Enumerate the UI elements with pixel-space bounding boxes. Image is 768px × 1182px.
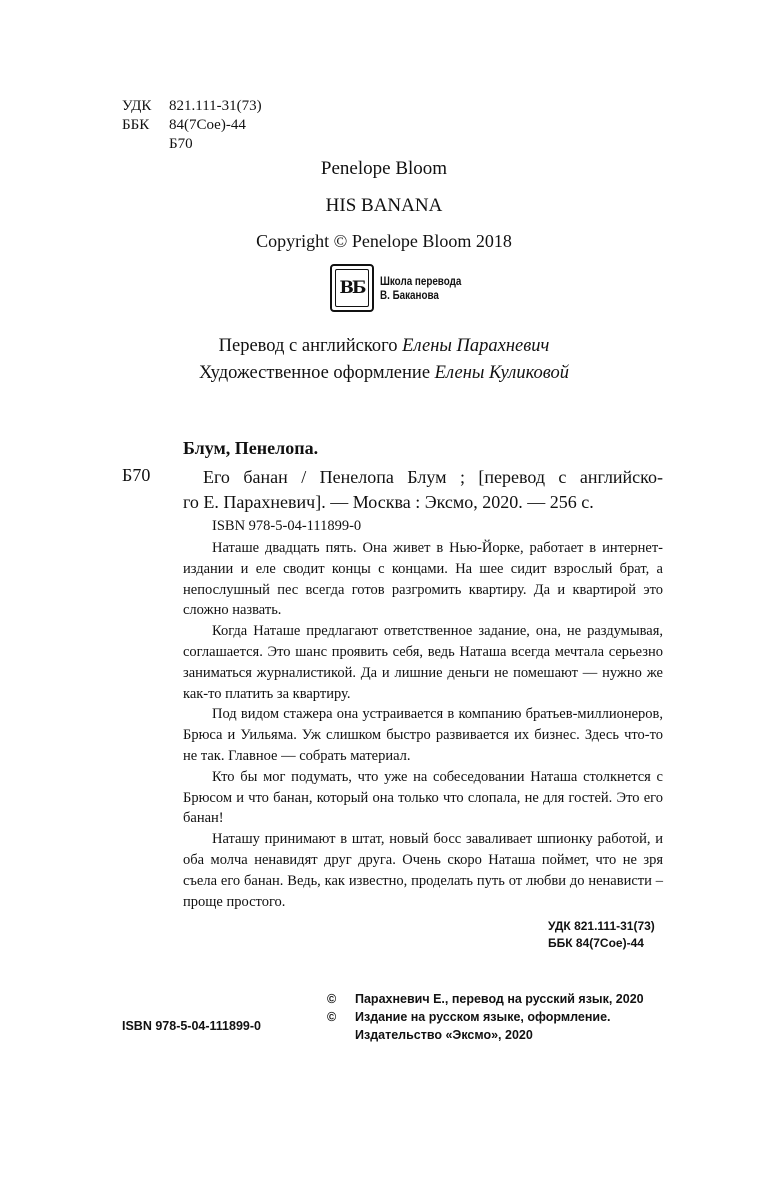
footer-classification [548, 918, 655, 952]
original-title: HIS BANANA [325, 195, 443, 216]
logo-glyph: ВБ [339, 278, 365, 298]
copyright-line-edition [327, 1008, 644, 1026]
publisher-logo [330, 264, 479, 312]
classification-codes [122, 97, 262, 154]
translation-credit [0, 333, 768, 360]
bbk-row [122, 116, 262, 135]
bbk-value: 84(7Сое)-44 [169, 117, 246, 133]
udk-label: УДК [122, 98, 152, 114]
logo-line-2: В. Баканова [380, 288, 439, 302]
logo-text [380, 274, 461, 302]
bib-line-1: Его банан / Пенелопа Блум ; [перевод с английско- [203, 467, 663, 487]
logo-emblem-icon [330, 264, 374, 312]
annotation-paragraph: Наташе двадцать пять. Она живет в Нью-Йорке, работает в интернет-издании и еле сводит концы с концами. На шее сидит взрослый брат, а непослушный пес всегда готов разгромить квартиру. Да и квартирой это сложно назвать. [183, 540, 663, 619]
copyright-line-publisher [327, 1026, 644, 1044]
design-credit [0, 360, 768, 387]
copyright-edition: Издание на русском языке, оформление. [355, 1010, 611, 1024]
catalog-index-code: Б70 [122, 465, 151, 485]
footer-udk: УДК 821.111-31(73) [548, 919, 655, 933]
logo-line-1: Школа перевода [380, 274, 462, 288]
copyright-line-translation [327, 990, 644, 1008]
credits [0, 333, 768, 387]
translator-name: Елены Парахневич [402, 336, 550, 356]
original-copyright: Copyright © Penelope Bloom 2018 [256, 231, 512, 251]
annotation-paragraph: Кто бы мог подумать, что уже на собеседовании Наташа столкнется с Брюсом и что банан, который она только что слопала, не для гостей. Это его банан! [183, 768, 663, 827]
copyright-symbol: © [327, 1010, 337, 1024]
bbk-label: ББК [122, 117, 150, 133]
copyright-symbol: © [327, 992, 337, 1006]
design-prefix: Художественное оформление [198, 363, 431, 383]
udk-row [122, 97, 262, 116]
bibliographic-description [183, 465, 663, 515]
annotation [183, 538, 663, 912]
udk-value: 821.111-31(73) [169, 98, 262, 114]
catalog-isbn: ISBN 978-5-04-111899-0 [212, 518, 362, 534]
footer-isbn: ISBN 978-5-04-111899-0 [122, 1019, 261, 1033]
translation-prefix: Перевод с английского [218, 336, 398, 356]
annotation-paragraph: Наташу принимают в штат, новый босс заваливает шпионку работой, и оба молча ненавидят друг друга. Очень скоро Наташа поймет, что не зря съела его банан. Ведь, как известно, проделать путь от любви до ненависти – проще простого. [183, 831, 663, 910]
author-mark-row [122, 135, 262, 154]
catalog-author-heading: Блум, Пенелопа. [183, 438, 319, 458]
copyright-translation: Парахневич Е., перевод на русский язык, 2020 [355, 992, 644, 1006]
author-mark: Б70 [169, 136, 193, 152]
original-author: Penelope Bloom [320, 158, 448, 179]
copyright-publisher: Издательство «Эксмо», 2020 [355, 1028, 533, 1042]
bib-line-2: го Е. Парахневич]. — Москва : Эксмо, 2020. — 256 с. [183, 492, 594, 512]
footer-bbk: ББК 84(7Сое)-44 [548, 936, 644, 950]
annotation-paragraph: Когда Наташе предлагают ответственное задание, она, не раздумывая, соглашается. Это шанс проявить себя, ведь Наташа всегда мечтала серьезно заниматься журналистикой. Да и лишние деньги не помешают — нужно же как-то платить за квартиру. [183, 623, 663, 702]
annotation-paragraph: Под видом стажера она устраивается в компанию братьев-миллионеров, Брюса и Уильяма. Уж слишком быстро развивается их бизнес. Здесь что-то не так. Главное — собрать материал. [183, 706, 663, 764]
designer-name: Елены Куликовой [434, 363, 570, 383]
copyright-block [327, 990, 644, 1044]
